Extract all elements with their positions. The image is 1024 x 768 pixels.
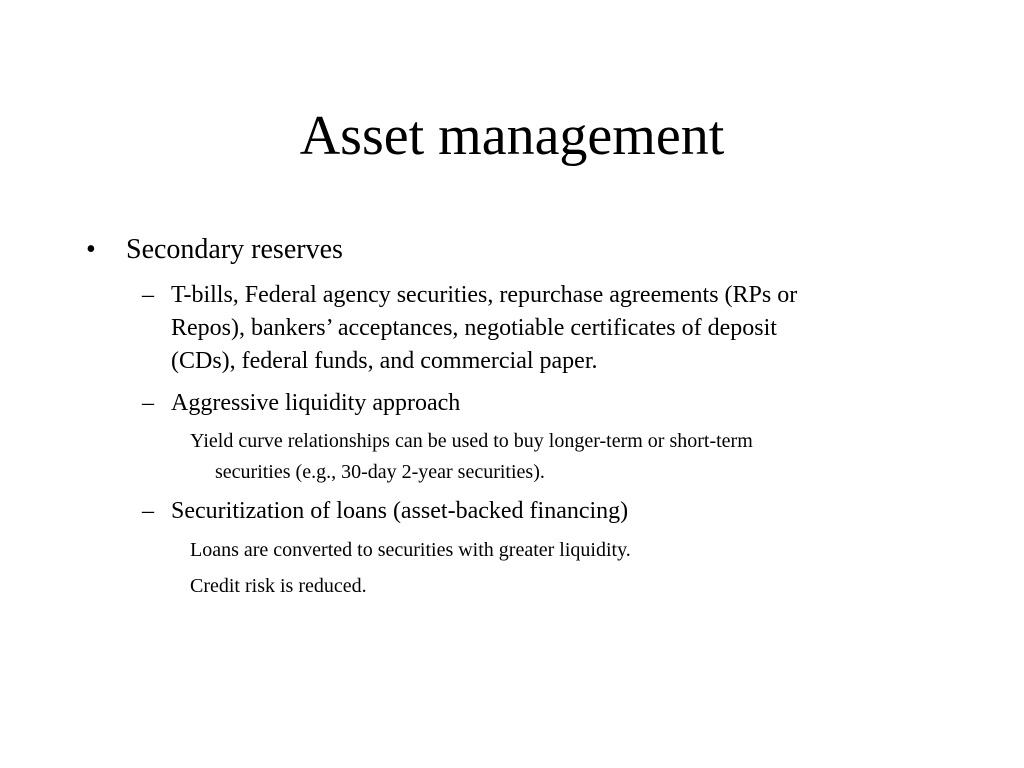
dash-marker: –	[142, 282, 154, 308]
subitem-instruments-line2: Repos), bankers’ acceptances, negotiable certificates of deposit	[171, 315, 777, 341]
detail-loans-converted: Loans are converted to securities with greater liquidity.	[190, 539, 631, 561]
subitem-instruments-line3: (CDs), federal funds, and commercial paper.	[171, 348, 598, 374]
dash-marker: –	[142, 498, 154, 524]
subitem-aggressive-liquidity: Aggressive liquidity approach	[171, 390, 461, 416]
detail-yield-curve-line2: securities (e.g., 30-day 2-year securities).	[215, 461, 545, 483]
subitem-securitization: Securitization of loans (asset-backed financing)	[171, 498, 629, 524]
bullet-marker: •	[86, 234, 96, 265]
slide-title: Asset management	[299, 105, 725, 167]
detail-credit-risk: Credit risk is reduced.	[190, 575, 367, 597]
dash-marker: –	[142, 390, 154, 416]
subitem-instruments-line1: T-bills, Federal agency securities, repurchase agreements (RPs or	[171, 282, 798, 308]
detail-yield-curve-line1: Yield curve relationships can be used to buy longer-term or short-term	[190, 430, 753, 452]
bullet-secondary-reserves: Secondary reserves	[126, 234, 343, 265]
